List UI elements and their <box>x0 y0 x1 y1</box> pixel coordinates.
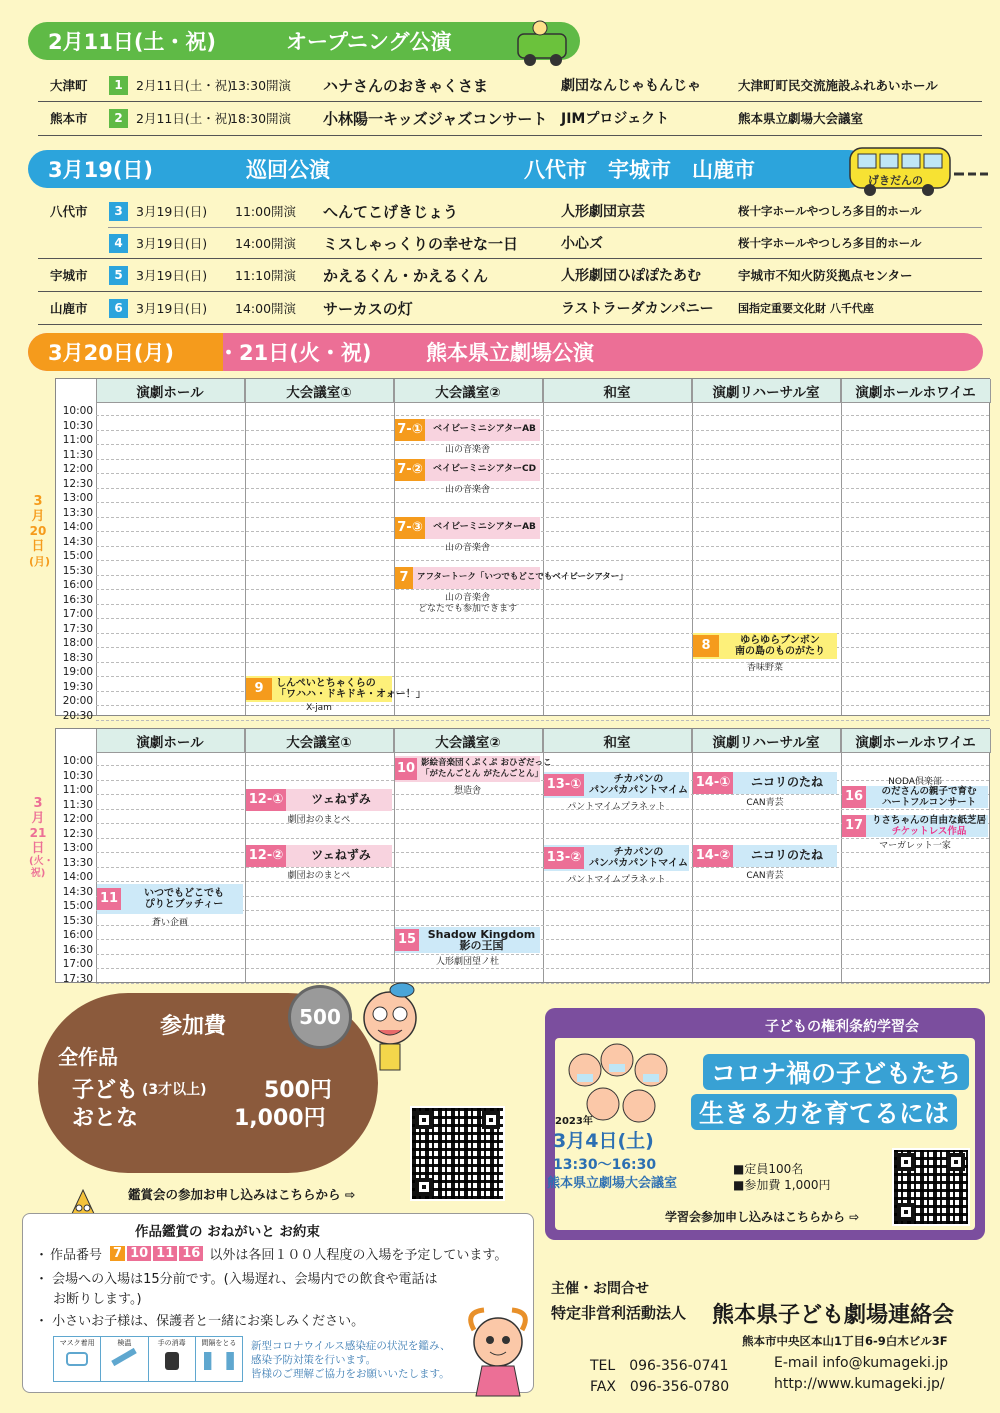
event-e9[interactable] <box>246 676 426 702</box>
note-number-16: 16 <box>179 1246 203 1261</box>
row-title: へんてこげきじょう <box>323 202 459 221</box>
study-time: 13:30〜16:30 <box>553 1157 657 1173</box>
row-date: 3月19日(日) <box>136 301 208 316</box>
fee-adult-label: おとな <box>72 1106 139 1131</box>
event-e10[interactable] <box>395 756 552 782</box>
event-troupe: CAN青芸 <box>746 871 784 881</box>
event-title-block <box>588 847 689 870</box>
event-title-2: チケットレス作品 <box>891 826 967 837</box>
org-fax: FAX 096-356-0780 <box>590 1379 730 1395</box>
event-number-badge: 17 <box>842 815 866 837</box>
time-label: 11:30 <box>62 448 93 461</box>
study-capacity: ■定員100名 <box>733 1162 804 1176</box>
event-title-2: パンパカパントマイム <box>588 785 689 796</box>
notes-box <box>22 1213 534 1393</box>
row-date: 3月19日(日) <box>136 204 208 219</box>
fee-child-price: 500円 <box>264 1078 332 1103</box>
event-title: チカパンの <box>613 773 664 785</box>
schedule-day1 <box>55 378 990 722</box>
row-troupe: 人形劇団京芸 <box>561 204 645 220</box>
time-label: 17:00 <box>62 958 93 970</box>
column-header: 演劇ホールホワイエ <box>841 379 991 403</box>
day2-label: 3 月 21 日 (火・祝) <box>29 796 54 879</box>
time-label: 15:00 <box>62 900 93 912</box>
column-header: 演劇ホール <box>96 379 245 403</box>
event-number-badge: 7 <box>395 567 413 589</box>
day1-label: 3 月 20 日 (月) <box>29 494 51 568</box>
opening-date: 2月11日(土・祝) <box>48 30 217 54</box>
time-gridline <box>96 881 989 882</box>
event-number-badge: 13-① <box>544 774 584 796</box>
row-venue: 桜十字ホールやつしろ多目的ホール <box>738 236 922 250</box>
row-number-badge: 2 <box>109 109 128 128</box>
note-2b: お断りします。) <box>53 1292 142 1307</box>
time-gridline <box>96 560 989 561</box>
event-title-2: ハートフルコンサート <box>881 797 977 808</box>
time-label: 11:00 <box>62 784 93 796</box>
event-troupe: パントマイムプラネット <box>567 875 666 885</box>
sec2-row-4 <box>38 226 982 260</box>
time-label: 17:30 <box>62 972 93 985</box>
time-gridline <box>96 589 989 590</box>
note-number-11: 11 <box>153 1246 177 1261</box>
event-title-block <box>429 424 540 436</box>
row-time: 11:00開演 <box>235 204 297 219</box>
event-title: しんぺいとちゃくらの <box>276 677 376 689</box>
event-troupe: 想造舎 <box>453 786 481 796</box>
event-title-2: ぴりとブッチィー <box>144 899 224 910</box>
row-venue: 宇城市不知火防災拠点センター <box>738 268 913 283</box>
event-title-block <box>125 888 243 911</box>
time-gridline <box>96 444 989 445</box>
time-label: 10:00 <box>62 405 93 417</box>
time-label: 18:30 <box>62 651 93 664</box>
event-e15[interactable] <box>395 927 540 953</box>
event-title: ツェねずみ <box>311 848 371 863</box>
row-date: 3月19日(日) <box>136 268 208 283</box>
event-title-block <box>429 464 540 476</box>
time-label: 14:00 <box>62 521 93 533</box>
event-e142[interactable] <box>693 845 837 867</box>
note-2: ・ 会場への入場は15分前です。(入場遅れ、会場内での飲食や電話は <box>35 1272 438 1287</box>
column-header: 大会議室① <box>245 379 394 403</box>
time-label: 11:30 <box>62 798 93 811</box>
event-e7[interactable] <box>395 567 628 589</box>
time-gridline <box>96 852 989 853</box>
column-header: 演劇リハーサル室 <box>692 729 841 753</box>
event-e17[interactable] <box>842 815 988 837</box>
mask-icon: マスク着用 <box>54 1337 101 1381</box>
event-title-block <box>276 678 426 701</box>
sec2-row-5 <box>38 258 982 292</box>
row-venue: 桜十字ホールやつしろ多目的ホール <box>738 204 922 218</box>
event-title-block <box>290 794 392 806</box>
time-gridline <box>96 488 989 489</box>
column-divider <box>96 729 97 982</box>
sanitizer-icon: 手の消毒 <box>149 1337 196 1381</box>
time-gridline <box>96 676 989 677</box>
time-gridline <box>96 473 989 474</box>
event-troupe: 劇団おのまとぺ <box>287 815 351 825</box>
time-label: 13:00 <box>62 842 93 854</box>
coin-500: 500 <box>288 985 352 1049</box>
time-gridline <box>96 517 989 518</box>
org-address: 熊本市中央区本山1丁目6-9白木ビル3F <box>742 1334 948 1348</box>
touring-cities: 八代市 宇城市 山鹿市 <box>524 158 755 182</box>
time-label: 20:00 <box>62 695 93 707</box>
org-type: 特定非営利活動法人 <box>551 1304 687 1322</box>
row-city: 大津町 <box>50 78 88 93</box>
event-title-block <box>723 635 837 658</box>
theatre-header <box>28 333 983 371</box>
host-label: 主催・お問合せ <box>551 1281 649 1297</box>
fee-child-label: 子ども <box>72 1078 139 1103</box>
event-title-2: パンパカパントマイム <box>588 858 689 869</box>
event-e132[interactable] <box>544 845 689 871</box>
mascot-illustration <box>350 978 432 1078</box>
event-title-block <box>737 777 837 789</box>
event-title: ツェねずみ <box>311 792 371 807</box>
theatre-label: 熊本県立劇場公演 <box>426 341 594 365</box>
org-name: 熊本県子ども劇場連絡会 <box>712 1303 955 1328</box>
event-title: ベイビーミニシアターCD <box>432 464 537 475</box>
time-gridline <box>96 720 989 721</box>
row-venue: 国指定重要文化財 八千代座 <box>738 302 874 315</box>
row-time: 14:00開演 <box>235 236 297 251</box>
time-gridline <box>96 968 989 969</box>
event-note: どなたでも参加できます <box>417 604 517 614</box>
event-e141[interactable] <box>693 772 837 794</box>
touring-label: 巡回公演 <box>246 158 330 182</box>
time-label: 20:30 <box>62 709 93 722</box>
time-gridline <box>96 954 989 955</box>
column-divider <box>841 729 842 982</box>
study-apply-text: 学習会参加申し込みはこちらから ⇨ <box>665 1210 860 1224</box>
time-label: 11:00 <box>62 434 93 446</box>
event-title-block <box>870 815 988 838</box>
row-number-badge: 6 <box>109 299 128 318</box>
event-title-block <box>737 850 837 862</box>
event-e71[interactable] <box>395 419 540 441</box>
event-troupe: 劇団おのまとぺ <box>287 871 351 881</box>
column-header: 演劇ホール <box>96 729 245 753</box>
event-number-badge: 10 <box>395 758 417 780</box>
bus-illustration <box>846 138 996 200</box>
note-number-10: 10 <box>127 1246 151 1261</box>
time-label: 16:30 <box>62 943 93 956</box>
note-number-7: 7 <box>110 1246 125 1261</box>
event-number-badge: 12-① <box>246 789 286 811</box>
event-number-badge: 11 <box>97 888 121 910</box>
column-header: 大会議室① <box>245 729 394 753</box>
row-city: 宇城市 <box>50 268 88 283</box>
event-title-block <box>429 522 540 534</box>
time-label: 16:30 <box>62 593 93 606</box>
time-label: 14:00 <box>62 871 93 883</box>
bus-text: げきだんの <box>868 174 923 187</box>
event-title: 影絵音楽団くぷくぷ おひざだっこ <box>421 757 552 768</box>
time-gridline <box>96 415 989 416</box>
event-troupe: 香味野菜 <box>746 663 783 673</box>
org-email[interactable]: E-mail info@kumageki.jp <box>774 1355 949 1371</box>
study-fee: ■参加費 1,000円 <box>733 1178 831 1192</box>
event-title: チカパンの <box>613 846 664 858</box>
time-label: 19:00 <box>62 666 93 678</box>
theatre-date-2: ・21日(火・祝) <box>218 341 372 365</box>
study-qr-code[interactable] <box>892 1148 970 1226</box>
event-troupe: CAN青芸 <box>746 798 784 808</box>
time-gridline <box>96 647 989 648</box>
event-title: りさちゃんの自由な紙芝居 <box>871 814 986 826</box>
event-troupe: パントマイムプラネット <box>567 802 666 812</box>
event-troupe: 山の音楽舎 <box>444 543 490 553</box>
theatre-date-1: 3月20日(月) <box>48 341 175 365</box>
event-troupe: NODA倶楽部 <box>888 777 942 787</box>
event-title: いつでもどこでも <box>144 887 224 899</box>
sec1-row-2 <box>38 101 982 135</box>
study-header: 子どもの権利条約学習会 <box>765 1019 919 1035</box>
event-troupe: 山の音楽舎 <box>444 445 490 455</box>
note-3: ・ 小さいお子様は、保護者と一緒にお楽しみください。 <box>35 1314 365 1329</box>
event-number-badge: 12-② <box>246 845 286 867</box>
time-gridline <box>96 546 989 547</box>
event-troupe: 人形劇団望ノ杜 <box>435 957 499 967</box>
row-time: 18:30開演 <box>230 111 292 126</box>
fee-adult-price: 1,000円 <box>234 1106 326 1131</box>
notes-title: 作品鑑賞の おねがいと お約束 <box>135 1224 320 1240</box>
row-time: 14:00開演 <box>235 301 297 316</box>
event-title-2: 南の島のものがたり <box>735 646 825 657</box>
event-e16[interactable] <box>842 786 988 808</box>
column-header: 大会議室② <box>394 379 543 403</box>
time-label: 15:00 <box>62 550 93 562</box>
time-gridline <box>96 430 989 431</box>
row-city: 熊本市 <box>50 111 88 126</box>
event-e73[interactable] <box>395 517 540 539</box>
thermometer-icon: 検温 <box>101 1337 148 1381</box>
touring-header <box>28 150 868 188</box>
time-label: 13:30 <box>62 506 93 519</box>
time-label: 12:30 <box>62 477 93 490</box>
girl-mascot-illustration <box>460 1300 536 1400</box>
time-label: 13:30 <box>62 856 93 869</box>
row-number-badge: 5 <box>109 266 128 285</box>
event-troupe: マーガレット一家 <box>879 841 951 851</box>
infection-icons <box>53 1336 243 1382</box>
event-troupe: X-jam <box>306 703 332 713</box>
row-date: 3月19日(日) <box>136 236 208 251</box>
row-title: かえるくん・かえるくん <box>323 266 489 285</box>
time-gridline <box>96 502 989 503</box>
event-title: ゆらゆらブンボン <box>740 634 820 646</box>
event-number-badge: 7-② <box>395 459 425 481</box>
covid-note-2: 感染予防対策を行います。 <box>251 1354 377 1366</box>
row-title: 小林陽一キッズジャズコンサート <box>323 109 548 128</box>
column-header: 和室 <box>543 379 692 403</box>
event-number-badge: 14-① <box>693 772 733 794</box>
event-title: アフタートーク「いつでもどこでもベイビーシアター」 <box>417 572 628 583</box>
event-e122[interactable] <box>246 845 392 867</box>
sec2-row-3 <box>38 194 982 228</box>
event-title: のださんの親子で育む <box>881 785 977 797</box>
study-venue: 熊本県立劇場大会議室 <box>547 1176 678 1191</box>
event-e11[interactable] <box>97 884 243 914</box>
sec1-row-1 <box>38 68 982 102</box>
time-label: 15:30 <box>62 564 93 577</box>
event-title: Shadow Kingdom <box>427 927 536 941</box>
ticket-apply-text: 鑑賞会の参加お申し込みはこちらから ⇨ <box>128 1187 356 1202</box>
time-label: 19:30 <box>62 680 93 693</box>
event-number-badge: 9 <box>246 678 272 700</box>
time-gridline <box>96 939 989 940</box>
time-gridline <box>96 691 989 692</box>
event-e8[interactable] <box>693 633 837 659</box>
time-gridline <box>96 809 989 810</box>
time-label: 17:00 <box>62 608 93 620</box>
row-number-badge: 3 <box>109 202 128 221</box>
row-number-badge: 1 <box>109 76 128 95</box>
time-label: 10:00 <box>62 755 93 767</box>
org-tel: TEL 096-356-0741 <box>590 1358 729 1374</box>
event-title: ベイビーミニシアターAB <box>433 424 536 435</box>
opening-header <box>28 22 580 60</box>
sec2-row-6 <box>38 291 982 325</box>
time-label: 10:30 <box>62 419 93 432</box>
event-title: ニコリのたね <box>750 775 823 790</box>
row-date: 2月11日(土・祝) <box>136 78 233 93</box>
time-gridline <box>96 705 989 706</box>
event-number-badge: 13-② <box>544 847 584 869</box>
row-time: 11:10開演 <box>235 268 297 283</box>
event-number-badge: 7-③ <box>395 517 425 539</box>
row-title: サーカスの灯 <box>323 299 413 318</box>
ticket-qr-code[interactable] <box>410 1106 505 1201</box>
event-number-badge: 7-① <box>395 419 425 441</box>
event-title: ニコリのたね <box>750 848 823 863</box>
time-label: 13:00 <box>62 492 93 504</box>
time-label: 15:30 <box>62 914 93 927</box>
event-title-block <box>290 850 392 862</box>
row-city: 山鹿市 <box>50 301 88 316</box>
row-troupe: 人形劇団ひぽぽたあむ <box>561 268 701 284</box>
event-number-badge: 14-② <box>693 845 733 867</box>
row-troupe: 劇団なんじゃもんじゃ <box>561 78 701 94</box>
time-gridline <box>96 459 989 460</box>
truck-illustration <box>510 18 580 68</box>
event-e131[interactable] <box>544 772 689 798</box>
covid-note-3: 皆様のご理解ご協力をお願いいたします。 <box>251 1368 450 1380</box>
time-gridline <box>96 633 989 634</box>
column-header: 演劇リハーサル室 <box>692 379 841 403</box>
note-1: ・ 作品番号 7 10 11 16 以外は各回１００人程度の入場を予定しています。 <box>35 1246 508 1263</box>
time-label: 14:30 <box>62 535 93 548</box>
event-troupe: 山の音楽舎 <box>444 593 490 603</box>
event-troupe: 蒼い企画 <box>151 918 188 928</box>
event-title-2: 「がたんごとん がたんごとん」 <box>421 769 543 779</box>
column-header: 和室 <box>543 729 692 753</box>
event-title: ベイビーミニシアターAB <box>433 522 536 533</box>
time-gridline <box>96 618 989 619</box>
time-gridline <box>96 867 989 868</box>
time-label: 18:00 <box>62 637 93 649</box>
event-title-2: 影の王国 <box>459 939 504 952</box>
time-gridline <box>96 662 989 663</box>
study-title-line-1: コロナ禍の子どもたち <box>703 1054 969 1090</box>
fee-all: 全作品 <box>58 1045 118 1069</box>
touring-date: 3月19(日) <box>48 158 154 182</box>
row-troupe: 小心ズ <box>561 236 603 252</box>
time-label: 16:00 <box>62 579 93 591</box>
time-label: 14:30 <box>62 885 93 898</box>
event-title-block <box>421 758 551 781</box>
row-city: 八代市 <box>50 204 88 219</box>
column-header: 大会議室② <box>394 729 543 753</box>
time-gridline <box>96 983 989 984</box>
distance-icon: 間隔をとる <box>196 1337 242 1381</box>
study-date: 3月4日(土) <box>553 1130 654 1152</box>
event-number-badge: 8 <box>693 635 719 657</box>
event-number-badge: 16 <box>842 786 866 808</box>
row-venue: 熊本県立劇場大会議室 <box>738 111 864 126</box>
row-date: 2月11日(土・祝) <box>136 111 233 126</box>
opening-label: オープニング公演 <box>286 30 452 54</box>
time-gridline <box>96 604 989 605</box>
row-time: 13:30開演 <box>230 78 292 93</box>
covid-note-1: 新型コロナウイルス感染症の状況を鑑み、 <box>251 1340 451 1352</box>
org-url[interactable]: http://www.kumageki.jp/ <box>774 1376 945 1392</box>
event-title-2: 「ワハハ・ドキドキ・オォー！」 <box>276 689 426 700</box>
row-troupe: JIMプロジェクト <box>561 111 670 127</box>
time-label: 10:30 <box>62 769 93 782</box>
event-number-badge: 15 <box>395 929 419 951</box>
row-title: ミスしゃっくりの幸せな一日 <box>323 234 519 253</box>
time-label: 12:00 <box>62 813 93 825</box>
divider <box>38 324 982 325</box>
row-troupe: ラストラーダカンパニー <box>561 301 714 317</box>
event-title-block <box>588 774 689 797</box>
time-label: 12:30 <box>62 827 93 840</box>
column-header: 演劇ホールホワイエ <box>841 729 991 753</box>
time-label: 12:00 <box>62 463 93 475</box>
fee-title: 参加費 <box>160 1014 227 1039</box>
row-venue: 大津町町民交流施設ふれあいホール <box>738 78 938 93</box>
time-gridline <box>96 531 989 532</box>
divider <box>38 135 982 136</box>
study-year: 2023年 <box>555 1116 593 1127</box>
row-title: ハナさんのおきゃくさま <box>323 76 489 95</box>
fee-child-note: (3才以上) <box>142 1082 207 1098</box>
event-troupe: 山の音楽舎 <box>444 485 490 495</box>
event-title-block <box>423 929 540 952</box>
schedule-day2 <box>55 728 990 983</box>
row-number-badge: 4 <box>109 234 128 253</box>
event-e121[interactable] <box>246 789 392 811</box>
event-e72[interactable] <box>395 459 540 481</box>
time-label: 16:00 <box>62 929 93 941</box>
event-title-block <box>870 786 988 809</box>
study-title-line-2: 生きる力を育てるには <box>691 1094 957 1130</box>
time-label: 17:30 <box>62 622 93 635</box>
event-title-block <box>417 572 628 584</box>
